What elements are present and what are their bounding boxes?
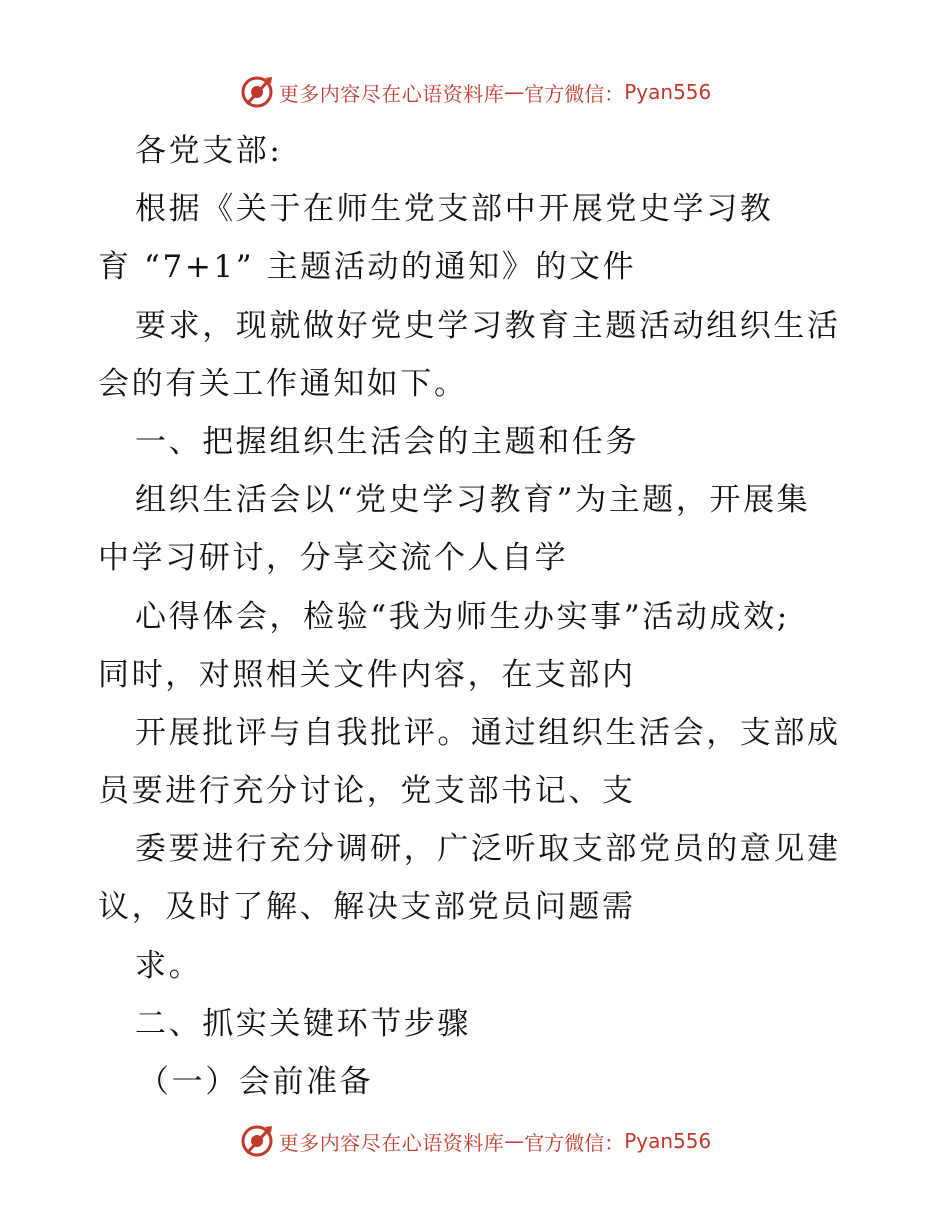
section-heading-1: 一、把握组织生活会的主题和任务 (135, 423, 639, 460)
pen-logo-icon (239, 74, 275, 110)
paragraph-line: 育 “7+1” 主题活动的通知》的文件 (98, 249, 637, 286)
paragraph-line: 组织生活会以“党史学习教育”为主题，开展集 (135, 482, 811, 519)
paragraph-line: 议，及时了解、解决支部党员问题需 (98, 889, 636, 926)
paragraph-line: 会的有关工作通知如下。 (98, 365, 468, 402)
watermark-account: Pyan556 (624, 1129, 712, 1153)
header-watermark (0, 72, 950, 112)
watermark-official: 官方微信： (524, 1130, 625, 1155)
paragraph-line: 同时，对照相关文件内容，在支部内 (98, 656, 636, 693)
paragraph-line: 求。 (135, 947, 203, 984)
watermark-text: 更多内容尽在心语资料库 (278, 81, 505, 106)
watermark-account: Pyan556 (624, 80, 712, 104)
paragraph-line: 心得体会，检验“我为师生办实事”活动成效; (135, 598, 790, 635)
watermark-dash: — (504, 80, 525, 104)
pen-logo-icon (239, 1123, 275, 1159)
salutation: 各党支部: (135, 133, 283, 169)
section-heading-2: 二、抓实关键环节步骤 (135, 1005, 471, 1042)
paragraph-line: 中学习研讨，分享交流个人自学 (98, 540, 569, 577)
paragraph-line: 委要进行充分调研，广泛听取支部党员的意见建 (135, 831, 841, 868)
watermark-text: 更多内容尽在心语资料库 (278, 1130, 505, 1155)
paragraph-line: 员要进行充分讨论，党支部书记、支 (98, 773, 636, 810)
paragraph-line: 开展批评与自我批评。通过组织生活会，支部成 (135, 714, 841, 751)
subsection-heading: （一）会前准备 (138, 1064, 374, 1100)
watermark-dash: — (504, 1129, 525, 1153)
document-body (98, 122, 858, 1111)
footer-watermark (0, 1121, 950, 1161)
paragraph-line: 根据《关于在师生党支部中开展党史学习教 (135, 191, 774, 228)
paragraph-line: 要求，现就做好党史学习教育主题活动组织生活 (135, 307, 841, 344)
watermark-official: 官方微信： (524, 81, 625, 106)
